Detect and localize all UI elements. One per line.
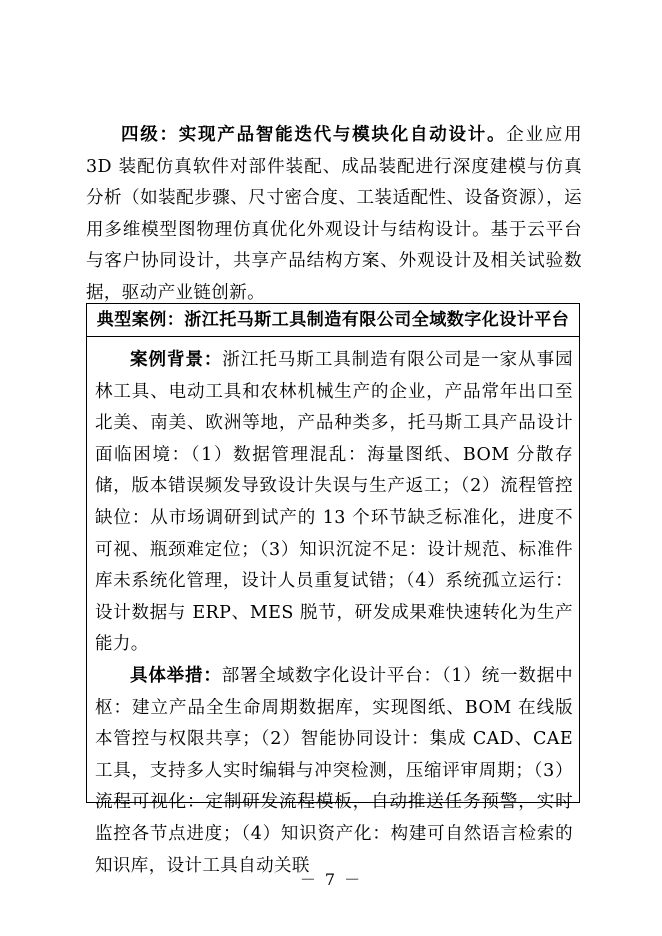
case-study-title: 典型案例：浙江托马斯工具制造有限公司全域数字化设计平台 xyxy=(87,304,579,337)
case-study-box xyxy=(86,303,580,876)
case-background-label: 案例背景： xyxy=(130,350,223,370)
level-four-heading: 四级：实现产品智能迭代与模块化自动设计。 xyxy=(121,125,507,145)
case-measures-label: 具体举措： xyxy=(130,665,222,686)
case-measures-text: 部署全域数字化设计平台：（1）统一数据中枢：建立产品全生命周期数据库，实现图纸、BOM 在线版本管控与权限共享；（2）智能协同设计：集成 CAD、CAE 工具，支持多人实时编辑与冲突检测，压缩评审周期；（3）流程可视化：定制研发流程模板，自动推送任务预警，实时监控各节点进度；（4）知识资产化：构建可自然语言检索的知识库，设计工具自动关联 xyxy=(95,665,574,876)
level-four-body: 企业应用 3D 装配仿真软件对部件装配、成品装配进行深度建模与仿真分析（如装配步骤、尺寸密合度、工装适配性、设备资源），运用多维模型图物理仿真优化外观设计与结构设计。基于云平台与客户协同设计，共享产品结构方案、外观设计及相关试验数据，驱动产业链创新。 xyxy=(86,125,582,303)
case-measures-paragraph xyxy=(95,661,573,882)
case-background-paragraph xyxy=(95,345,573,661)
case-study-body xyxy=(87,337,579,882)
page-number: － 7 － xyxy=(299,870,363,889)
level-four-paragraph xyxy=(86,120,582,310)
case-background-text: 浙江托马斯工具制造有限公司是一家从事园林工具、电动工具和农林机械生产的企业，产品常年出口至北美、南美、欧洲等地，产品种类多，托马斯工具产品设计面临困境：（1）数据管理混乱：海量图纸、BOM 分散存储，版本错误频发导致设计失误与生产返工；（2）流程管控缺位：从市场调研到试产的 13 个环节缺乏标准化，进度不可视、瓶颈难定位；（3）知识沉淀不足：设计规范、标准件库未系统化管理，设计人员重复试错；（4）系统孤立运行：设计数据与 ERP、MES 脱节，研发成果难快速转化为生产能力。 xyxy=(95,350,573,655)
